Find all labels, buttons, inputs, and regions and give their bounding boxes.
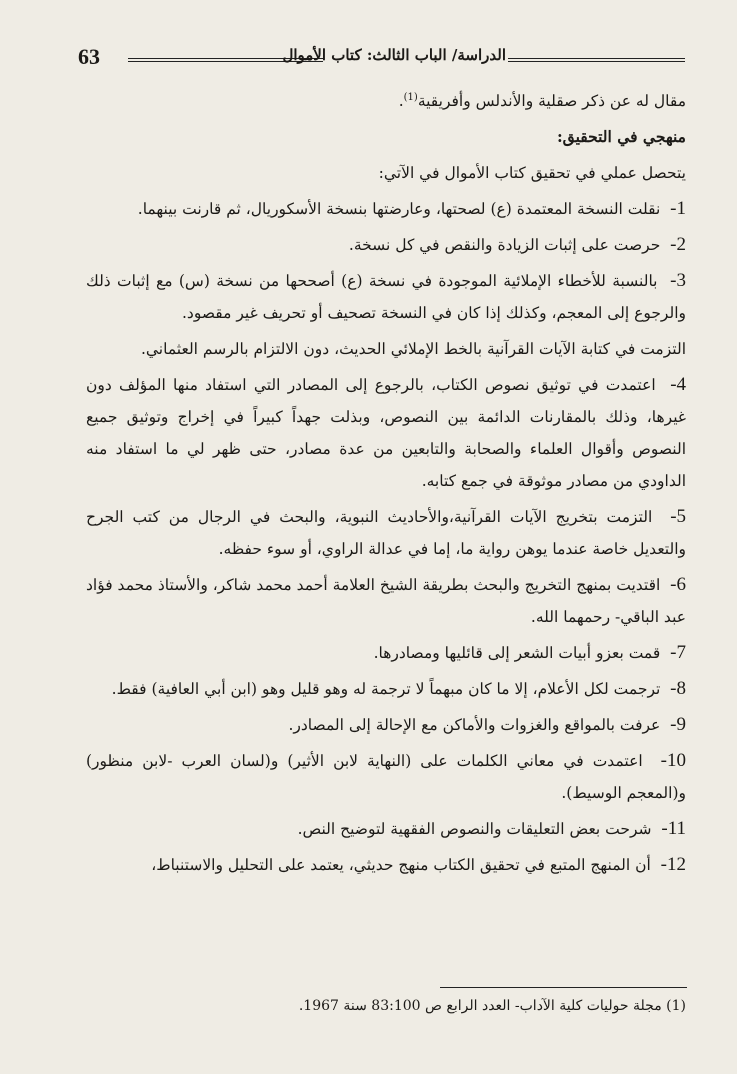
running-title: الدراسة/ الباب الثالث: كتاب الأموال xyxy=(282,46,506,64)
list-item: 5- التزمت بتخريج الآيات القرآنية،والأحاديث النبوية، والبحث في الرجال من كتب الجرح والتعديل خاصة عندما يوهن رواية ما، إما في عدالة الراوي، أو سوء حفظه. xyxy=(86,506,687,559)
list-item: 1- نقلت النسخة المعتمدة (ع) لصحتها، وعارضتها بنسخة الأسكوريال، ثم قارنت بينهما. xyxy=(137,198,686,220)
page-header xyxy=(78,44,685,74)
list-item: 9- عرفت بالمواقع والغزوات والأماكن مع الإحالة إلى المصادر. xyxy=(288,714,686,736)
list-item: 3- بالنسبة للأخطاء الإملائية الموجودة في نسخة (ع) أصححها من نسخة (س) مع إثبات ذلك والرجوع إلى المعجم، وكذلك إذا كان في النسخة تصحيف أو تحريف غير مقصود. xyxy=(86,270,686,323)
header-rule-right xyxy=(508,58,685,62)
list-item: 10- اعتمدت في معاني الكلمات على (النهاية لابن الأثير) و(لسان العرب -لابن منظور) و(المعجم الوسيط). xyxy=(86,750,686,803)
footnote: (1) مجلة حوليات كلية الآداب- العدد الرابع ص 83:100 سنة 1967. xyxy=(298,998,686,1014)
list-item: 8- ترجمت لكل الأعلام، إلا ما كان مبهماً لا ترجمة له وهو قليل وهو (ابن أبي العافية) فقط. xyxy=(111,678,686,700)
lead-sentence: يتحصل عملي في تحقيق كتاب الأموال في الآتي: xyxy=(378,164,686,183)
footnote-divider xyxy=(440,987,687,988)
list-item: 2- حرصت على إثبات الزيادة والنقص في كل نسخة. xyxy=(348,234,686,256)
list-item: 11- شرحت بعض التعليقات والنصوص الفقهية لتوضيح النص. xyxy=(297,818,686,840)
list-item: 7- قمت بعزو أبيات الشعر إلى قائليها ومصادرها. xyxy=(373,642,686,664)
list-item: التزمت في كتابة الآيات القرآنية بالخط الإملائي الحديث، دون الالتزام بالرسم العثماني. xyxy=(140,340,686,359)
list-item: 6- اقتديت بمنهج التخريج والبحث بطريقة الشيخ العلامة أحمد محمد شاكر، والأستاذ محمد فؤاد عبد الباقي- رحمهما الله. xyxy=(86,574,686,627)
page-number: 63 xyxy=(78,44,100,69)
list-item: 12- أن المنهج المتبع في تحقيق الكتاب منهج حديثي، يعتمد على التحليل والاستنباط، xyxy=(151,854,686,876)
list-item: 4- اعتمدت في توثيق نصوص الكتاب، بالرجوع إلى المصادر التي استفاد منها المؤلف دون غيرها، وذلك بالمقارنات الدائمة بين النصوص، وبذلت جهداً كبيراً في إخراج وتوثيق جميع النصوص وأقوال العلماء والصحابة والتابعين من عدة مصادر، حتى ظهر لي ما استفاد منه الداودي من مصادر موثوقة في جمع كتابه. xyxy=(86,374,687,491)
page-body xyxy=(86,82,686,885)
intro-line: مقال له عن ذكر صقلية والأندلس وأفريقية$^{(1)}$. xyxy=(398,92,686,111)
footnote-ref: (1) xyxy=(403,92,418,103)
section-heading: منهجي في التحقيق: xyxy=(556,127,686,147)
